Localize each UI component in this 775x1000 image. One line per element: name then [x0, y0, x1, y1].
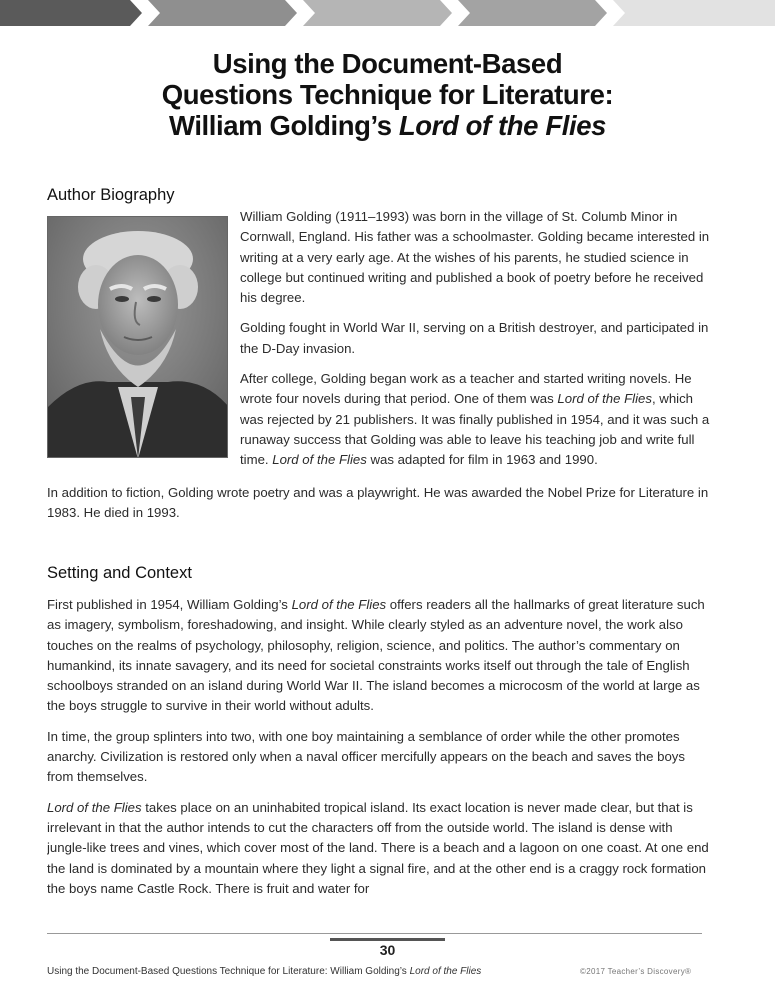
- header-chevron-banner: [0, 0, 775, 26]
- title-line-3-prefix: William Golding’s: [169, 110, 399, 141]
- setting-p3-text: takes place on an uninhabited tropical island. Its exact location is never made clear, but that is irrelevant in that the author intends to cut the characters off from the outside world. The island is dense with jungle-like trees and vines, which cover most of the land. There is a beach and a lagoon on one coast. At one end the land is dominated by a mountain where they light a signal fire, and at the other end is a craggy rock formation the boys name Castle Rock. There is fruit and water for: [47, 799, 709, 896]
- footer-copyright: ©2017 Teacher’s Discovery®: [580, 967, 692, 976]
- footer-title-text: Using the Document-Based Questions Technique for Literature: William Golding’s: [47, 966, 410, 977]
- book-title-italic: Lord of the Flies: [272, 452, 367, 468]
- book-title-italic: Lord of the Flies: [557, 391, 652, 407]
- title-line-3: [0, 110, 775, 141]
- chevron-3: [303, 0, 452, 26]
- page-number-bar: [330, 938, 445, 941]
- chevron-2: [148, 0, 297, 26]
- book-title-italic: Lord of the Flies: [47, 799, 142, 815]
- bio-paragraph-4: In addition to fiction, Golding wrote poetry and was a playwright. He was awarded the Nobel Prize for Literature in 1983. He died in 1993.: [47, 485, 709, 521]
- page-title: [0, 48, 775, 141]
- title-line-1: Using the Document-Based: [212, 48, 563, 79]
- setting-paragraph-1: [47, 595, 712, 717]
- bio-paragraph-1: William Golding (1911–1993) was born in the village of St. Columb Minor in Cornwall, England. His father was a schoolmaster. Golding became interested in writing at a very early age. At the wishes of his parents, he studied science in college but continued writing and published a book of poetry before he received his degree.: [240, 209, 710, 306]
- title-line-2: Questions Technique for Literature:: [161, 79, 614, 110]
- author-portrait-image: [47, 216, 228, 458]
- setting-context-heading: Setting and Context: [47, 564, 192, 582]
- author-bio-column: [240, 207, 710, 481]
- chevron-4: [458, 0, 607, 26]
- bio-paragraph-2: Golding fought in World War II, serving on a British destroyer, and participated in the D-Day invasion.: [240, 320, 709, 356]
- page-number: 30: [379, 942, 396, 958]
- chevron-5: [613, 0, 775, 26]
- chevron-1: [0, 0, 142, 26]
- setting-paragraph-2: In time, the group splinters into two, with one boy maintaining a semblance of order while the other promotes anarchy. Civilization is restored only when a naval officer mercifully appears on the beach and saves the boys from themselves.: [47, 728, 685, 785]
- footer-title: [47, 966, 481, 977]
- setting-context-body: [47, 595, 712, 920]
- footer-book-title: Lord of the Flies: [409, 966, 482, 977]
- title-book-name: Lord of the Flies: [398, 110, 606, 141]
- author-biography-heading: Author Biography: [47, 186, 175, 204]
- bio-p3-text-c: was adapted for film in 1963 and 1990.: [366, 452, 598, 468]
- setting-p1-text-a: First published in 1954, William Golding’s: [47, 597, 292, 612]
- setting-p1-text-b: offers readers all the hallmarks of great literature such as imagery, symbolism, foreshadowing, and insight. While clearly styled as an adventure novel, the work also touches on the realms of psychology, philosophy, religion, science, and politics. The author’s commentary on humankind, its innate savagery, and its need for societal constraints works itself out through the tale of English schoolboys stranded on an island during World War II. The island becomes a microcosm of the world at large as the boys struggle to survive in their world without adults.: [47, 597, 705, 714]
- bio-paragraph-3: [240, 369, 710, 470]
- bio-p3-text-a: After college, Golding began work as a teacher and started writing novels. He wrote four novels during that period. One of them was: [240, 371, 692, 407]
- footer-divider: [47, 933, 702, 934]
- bio-p3-text-b: , which was rejected by 21 publishers. It was finally published in 1954, and it was such a runaway success that Golding was able to leave his teaching job and write full time.: [240, 391, 710, 468]
- book-title-italic: Lord of the Flies: [291, 597, 387, 612]
- setting-paragraph-3: [47, 798, 712, 899]
